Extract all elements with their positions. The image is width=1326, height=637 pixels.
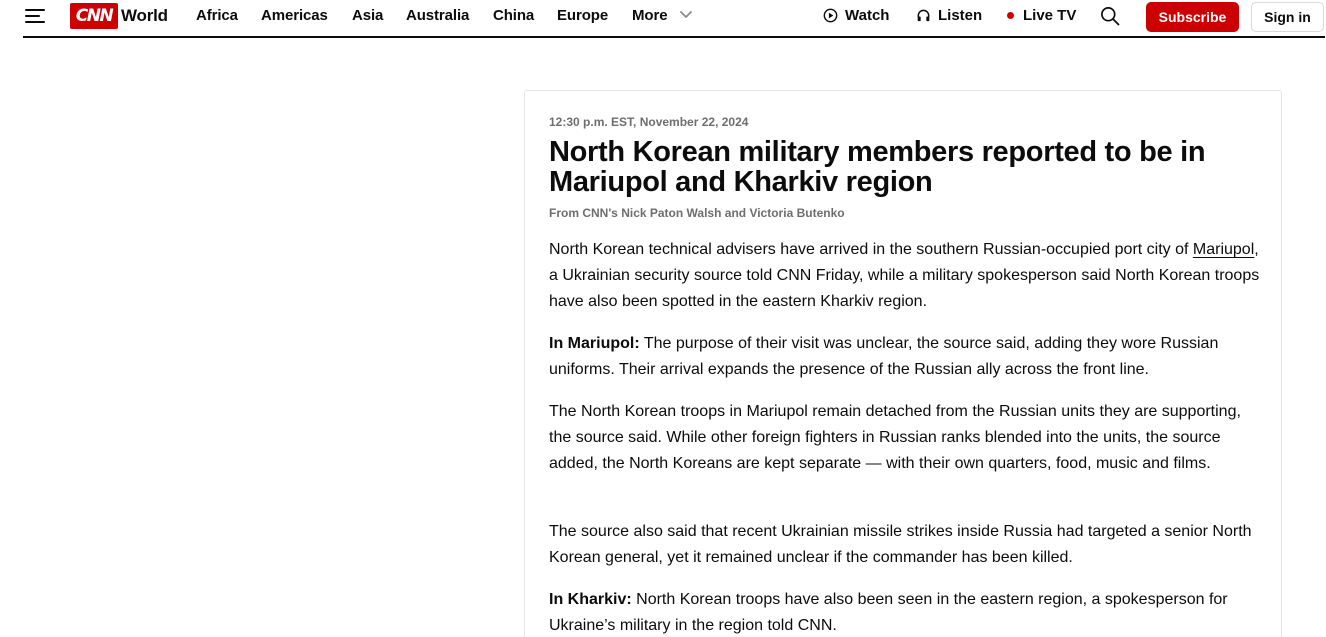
live-post-card [524, 90, 1282, 637]
live-dot-icon [1007, 12, 1014, 19]
listen-label: Listen [938, 7, 983, 24]
paragraph-3: The North Korean troops in Mariupol remain detached from the Russian units they are supporting, the source said. While other foreign fighters in Russian ranks blended into the units, the source added, the North Koreans are kept separate — with their own quarters, food, music and films. [549, 403, 1241, 472]
paragraph-1 [549, 237, 1261, 315]
nav-americas[interactable]: Americas [261, 7, 328, 24]
paragraph-5 [549, 587, 1261, 637]
watch-label: Watch [845, 7, 890, 24]
nav-more[interactable]: More [632, 7, 668, 24]
paragraph-2-lead: In Mariupol: [549, 335, 640, 352]
chevron-down-icon[interactable] [679, 10, 693, 20]
search-icon[interactable] [1100, 6, 1120, 26]
nav-africa[interactable]: Africa [196, 7, 238, 24]
menu-icon[interactable] [25, 8, 45, 24]
section-title[interactable]: World [121, 6, 168, 25]
listen-link[interactable] [916, 7, 982, 24]
live-tv-label: Live TV [1023, 7, 1077, 24]
site-header [0, 0, 1326, 38]
headphones-icon [916, 8, 931, 23]
paragraph-1-rest: , a Ukrainian security source told CNN Friday, while a military spokesperson said North Korean troops have also been spotted in the eastern Kharkiv region. [549, 241, 1260, 310]
watch-link[interactable] [823, 7, 889, 24]
cnn-logo[interactable] [70, 3, 118, 29]
post-headline: North Korean military members reported to be in Mariupol and Kharkiv region [549, 136, 1206, 198]
nav-australia[interactable]: Australia [406, 7, 470, 24]
post-byline: From CNN's Nick Paton Walsh and Victoria Butenko [549, 206, 845, 220]
nav-asia[interactable]: Asia [352, 7, 384, 24]
nav-china[interactable]: China [493, 7, 535, 24]
paragraph-2-text: The purpose of their visit was unclear, the source said, adding they wore Russian uniforms. Their arrival expands the presence of the Russian ally across the front line. [549, 335, 1219, 378]
play-circle-icon [823, 8, 838, 23]
mariupol-link[interactable]: Mariupol [1192, 241, 1255, 258]
subscribe-button[interactable]: Subscribe [1146, 2, 1239, 32]
sign-in-button[interactable]: Sign in [1251, 2, 1324, 32]
paragraph-5-lead: In Kharkiv: [549, 591, 632, 608]
paragraph-1-text: North Korean technical advisers have arrived in the southern Russian-occupied port city of [549, 241, 1193, 258]
paragraph-5-text: North Korean troops have also been seen in the eastern region, a spokesperson for Ukraine’s military in the region told CNN. [549, 591, 1228, 634]
header-divider [23, 36, 1325, 38]
post-timestamp: 12:30 p.m. EST, November 22, 2024 [549, 115, 749, 129]
live-tv-link[interactable] [1007, 7, 1076, 24]
paragraph-2 [549, 331, 1261, 383]
paragraph-4: The source also said that recent Ukrainian missile strikes inside Russia had targeted a senior North Korean general, yet it remained unclear if the commander has been killed. [549, 523, 1252, 566]
logo-text: CNN [75, 6, 113, 26]
nav-europe[interactable]: Europe [557, 7, 609, 24]
